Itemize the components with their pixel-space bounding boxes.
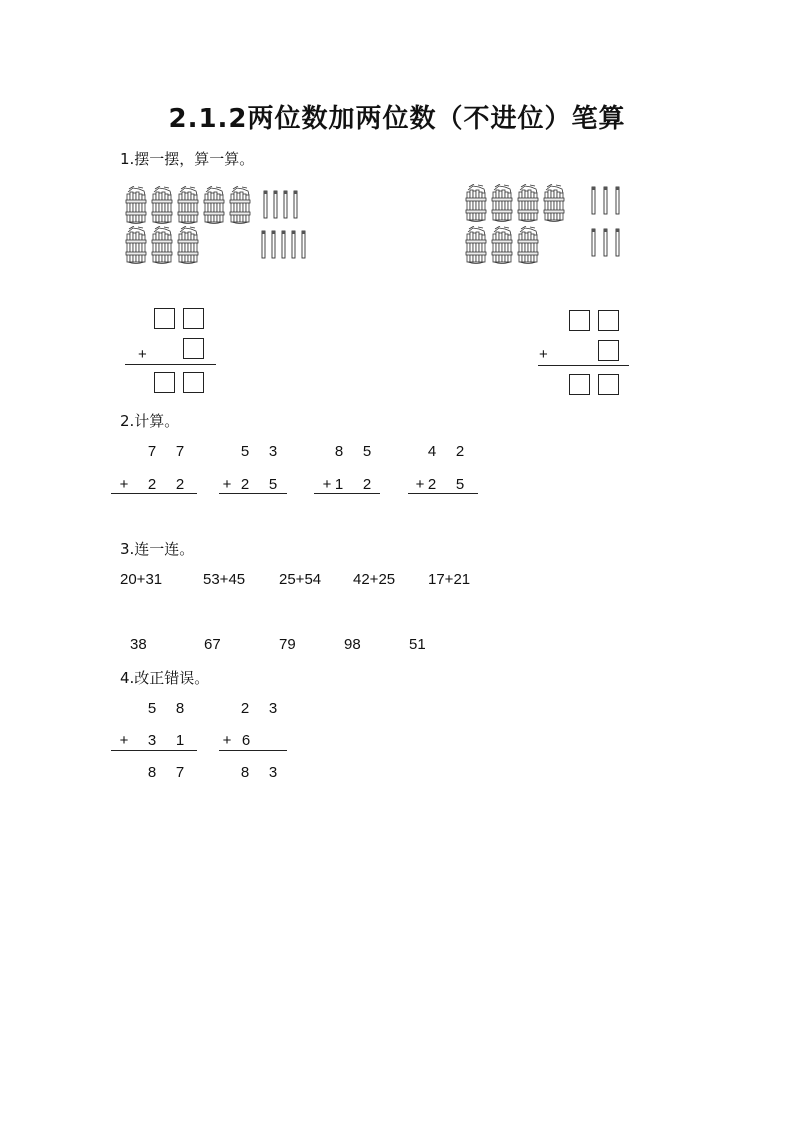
- plus-sign: +: [119, 476, 129, 493]
- digit: 5: [455, 476, 465, 493]
- digit: 8: [147, 764, 157, 781]
- answer-box[interactable]: [569, 374, 590, 395]
- sum-line: [111, 493, 197, 494]
- stick-icon: [281, 230, 286, 259]
- digit: 7: [175, 764, 185, 781]
- stick-icon: [291, 230, 296, 259]
- sum-line: [219, 493, 287, 494]
- digit: 8: [175, 700, 185, 717]
- digit: 6: [241, 732, 251, 749]
- bundle-icon: [125, 186, 147, 224]
- plus-sign: +: [222, 476, 232, 493]
- expression-item[interactable]: 42+25: [353, 571, 396, 588]
- stick-icon: [261, 230, 266, 259]
- answer-box[interactable]: [183, 372, 204, 393]
- digit: 4: [427, 443, 437, 460]
- bundle-icon: [177, 186, 199, 224]
- counting-model-right: [465, 184, 645, 268]
- stick-icon: [603, 228, 608, 257]
- stick-icon: [615, 186, 620, 215]
- bundle-icon: [517, 226, 539, 264]
- expression-item[interactable]: 20+31: [120, 571, 163, 588]
- q4-heading: 4.改正错误。: [120, 669, 210, 687]
- bundle-icon: [465, 184, 487, 222]
- bundle-icon: [517, 184, 539, 222]
- answer-box[interactable]: [598, 340, 619, 361]
- stick-icon: [273, 190, 278, 219]
- stick-icon: [283, 190, 288, 219]
- digit: 5: [147, 700, 157, 717]
- digit: 3: [147, 732, 157, 749]
- answer-item[interactable]: 51: [409, 636, 426, 653]
- counting-model-left: [125, 186, 325, 266]
- page-title: 2.1.2两位数加两位数（不进位）笔算: [168, 104, 626, 134]
- stick-icon: [263, 190, 268, 219]
- digit: 8: [240, 764, 250, 781]
- answer-box[interactable]: [598, 374, 619, 395]
- q3-heading: 3.连一连。: [120, 540, 195, 558]
- bundle-icon: [125, 226, 147, 264]
- answer-item[interactable]: 79: [279, 636, 296, 653]
- answer-box[interactable]: [598, 310, 619, 331]
- stick-icon: [271, 230, 276, 259]
- bundle-icon: [151, 186, 173, 224]
- digit: 8: [334, 443, 344, 460]
- plus-sign: +: [138, 346, 147, 363]
- sum-line: [538, 365, 629, 366]
- digit: 5: [240, 443, 250, 460]
- sum-line: [125, 364, 216, 365]
- bundle-icon: [491, 184, 513, 222]
- plus-sign: +: [222, 732, 232, 749]
- sum-line: [219, 750, 287, 751]
- expression-item[interactable]: 53+45: [203, 571, 246, 588]
- plus-sign: +: [119, 732, 129, 749]
- digit: 2: [175, 476, 185, 493]
- digit: 2: [427, 476, 437, 493]
- digit: 2: [362, 476, 372, 493]
- digit: 2: [240, 476, 250, 493]
- stick-icon: [301, 230, 306, 259]
- answer-box[interactable]: [183, 338, 204, 359]
- digit: 1: [175, 732, 185, 749]
- digit: 1: [334, 476, 344, 493]
- bundle-icon: [203, 186, 225, 224]
- digit: 2: [240, 700, 250, 717]
- expression-item[interactable]: 25+54: [279, 571, 322, 588]
- plus-sign: +: [322, 476, 332, 493]
- sum-line: [408, 493, 478, 494]
- bundle-icon: [491, 226, 513, 264]
- answer-item[interactable]: 98: [344, 636, 361, 653]
- digit: 5: [268, 476, 278, 493]
- answer-box[interactable]: [154, 372, 175, 393]
- answer-item[interactable]: 38: [130, 636, 147, 653]
- stick-icon: [591, 228, 596, 257]
- answer-box[interactable]: [183, 308, 204, 329]
- stick-icon: [615, 228, 620, 257]
- digit: 7: [147, 443, 157, 460]
- bundle-icon: [177, 226, 199, 264]
- answer-box[interactable]: [569, 310, 590, 331]
- q1-heading: 1.摆一摆，算一算。: [120, 150, 255, 168]
- bundle-icon: [465, 226, 487, 264]
- bundle-icon: [229, 186, 251, 224]
- sum-line: [111, 750, 197, 751]
- sum-line: [314, 493, 380, 494]
- digit: 3: [268, 700, 278, 717]
- bundle-icon: [543, 184, 565, 222]
- digit: 7: [175, 443, 185, 460]
- stick-icon: [293, 190, 298, 219]
- expression-item[interactable]: 17+21: [428, 571, 471, 588]
- digit: 3: [268, 443, 278, 460]
- digit: 3: [268, 764, 278, 781]
- answer-box[interactable]: [154, 308, 175, 329]
- q2-heading: 2.计算。: [120, 412, 180, 430]
- digit: 2: [455, 443, 465, 460]
- digit: 5: [362, 443, 372, 460]
- stick-icon: [603, 186, 608, 215]
- digit: 2: [147, 476, 157, 493]
- bundle-icon: [151, 226, 173, 264]
- answer-item[interactable]: 67: [204, 636, 221, 653]
- stick-icon: [591, 186, 596, 215]
- plus-sign: +: [539, 346, 548, 363]
- plus-sign: +: [415, 476, 425, 493]
